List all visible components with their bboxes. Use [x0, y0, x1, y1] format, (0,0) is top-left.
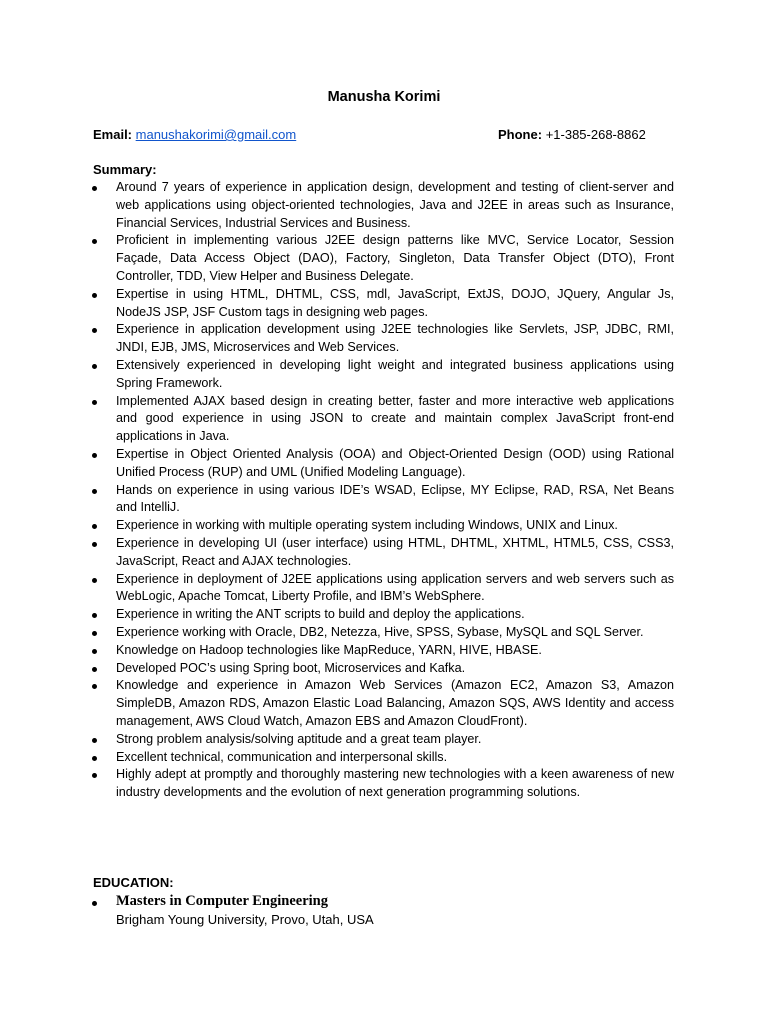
summary-item-text: Highly adept at promptly and thoroughly mastering new technologies with a keen awareness of new industry developments and the evolution of next generation programming solutions. [116, 767, 674, 800]
summary-item [93, 660, 674, 678]
bullet-icon [92, 901, 97, 906]
summary-item-text: Experience in deployment of J2EE applications using application servers and web servers such as WebLogic, Apache Tomcat, Liberty Profile, and IBM’s WebSphere. [116, 571, 674, 604]
bullet-icon [92, 613, 97, 618]
summary-item-text: Experience in writing the ANT scripts to build and deploy the applications. [116, 607, 525, 622]
contact-line [93, 127, 683, 145]
summary-item-text: Knowledge on Hadoop technologies like MapReduce, YARN, HIVE, HBASE. [116, 642, 542, 657]
summary-item [93, 535, 674, 571]
summary-item [93, 482, 674, 518]
summary-item [93, 393, 674, 446]
summary-item-text: Experience in developing UI (user interface) using HTML, DHTML, XHTML, HTML5, CSS, CSS3, JavaScript, React and AJAX technologies. [116, 535, 674, 568]
summary-item-text: Experience in application development using J2EE technologies like Servlets, JSP, JDBC, RMI, JNDI, EJB, JMS, Microservices and Web Services. [116, 322, 674, 355]
summary-item-text: Around 7 years of experience in application design, development and testing of client-server and web applications using object-oriented technologies, Java and J2EE in areas such as Insurance, Financial Services, Industrial Services and Business. [116, 180, 674, 230]
bullet-icon [92, 738, 97, 743]
bullet-icon [92, 667, 97, 672]
bullet-icon [92, 186, 97, 191]
summary-item-text: Extensively experienced in developing light weight and integrated business applications using Spring Framework. [116, 357, 674, 390]
bullet-icon [92, 578, 97, 583]
degree-title: Masters in Computer Engineering [116, 893, 328, 909]
bullet-icon [92, 756, 97, 761]
summary-item [93, 642, 674, 660]
bullet-icon [92, 542, 97, 547]
bullet-icon [92, 453, 97, 458]
summary-item [93, 357, 674, 393]
summary-item [93, 766, 674, 802]
summary-item [93, 749, 674, 767]
summary-item [93, 677, 674, 730]
phone-number: +1-385-268-8862 [545, 127, 646, 142]
summary-item [93, 232, 674, 285]
bullet-icon [92, 364, 97, 369]
summary-item-text: Hands on experience in using various IDE’s WSAD, Eclipse, MY Eclipse, RAD, RSA, Net Beans and IntelliJ. [116, 482, 674, 515]
summary-item [93, 446, 674, 482]
summary-item [93, 179, 674, 232]
school-name: Brigham Young University, Provo, Utah, USA [116, 912, 374, 927]
candidate-name: Manusha Korimi [327, 89, 441, 105]
summary-item [93, 731, 674, 749]
email-link[interactable]: manushakorimi@gmail.com [135, 127, 297, 142]
bullet-icon [92, 684, 97, 689]
bullet-icon [92, 400, 97, 405]
summary-item-text: Developed POC’s using Spring boot, Microservices and Kafka. [116, 660, 466, 675]
email-label: Email: [93, 127, 133, 142]
summary-item-text: Implemented AJAX based design in creating better, faster and more interactive web applications and good experience in using JSON to create and maintain complex JavaScript front-end applications in Java. [116, 393, 674, 444]
education-heading: EDUCATION: [93, 875, 174, 890]
summary-item-text: Expertise in using HTML, DHTML, CSS, mdl, JavaScript, ExtJS, DOJO, JQuery, Angular Js, NodeJS JSP, JSF Custom tags in designing web pages. [116, 286, 674, 319]
summary-item-text: Experience working with Oracle, DB2, Netezza, Hive, SPSS, Sybase, MySQL and SQL Server. [116, 624, 644, 639]
email-block [93, 127, 296, 142]
summary-item [93, 624, 674, 642]
summary-item [93, 321, 674, 357]
bullet-icon [92, 489, 97, 494]
bullet-icon [92, 649, 97, 654]
summary-item-text: Experience in working with multiple operating system including Windows, UNIX and Linux. [116, 518, 618, 533]
summary-item [93, 517, 674, 535]
bullet-icon [92, 293, 97, 298]
summary-heading: Summary: [93, 162, 157, 177]
summary-item-text: Excellent technical, communication and interpersonal skills. [116, 749, 448, 764]
bullet-icon [92, 328, 97, 333]
summary-item-text: Proficient in implementing various J2EE design patterns like MVC, Service Locator, Session Façade, Data Access Object (DAO), Factory, Singleton, Data Transfer Object (DTO), Front Controller, TDD, View Helper and Business Delegate. [116, 233, 674, 283]
phone-label: Phone: [498, 127, 543, 142]
summary-item [93, 571, 674, 607]
bullet-icon [92, 524, 97, 529]
summary-item-text: Strong problem analysis/solving aptitude and a great team player. [116, 731, 482, 746]
summary-item [93, 286, 674, 322]
summary-item-text: Knowledge and experience in Amazon Web Services (Amazon EC2, Amazon S3, Amazon SimpleDB, Amazon RDS, Amazon Elastic Load Balancing, Amazon SQS, AWS Identity and access management, AWS Cloud Watch, Amazon EBS and Amazon CloudFront). [116, 678, 674, 728]
summary-item-text: Expertise in Object Oriented Analysis (OOA) and Object-Oriented Design (OOD) using Rational Unified Process (RUP) and UML (Unified Modeling Language). [116, 446, 674, 479]
phone-block [498, 127, 646, 142]
bullet-icon [92, 239, 97, 244]
summary-item [93, 606, 674, 624]
bullet-icon [92, 773, 97, 778]
bullet-icon [92, 631, 97, 636]
summary-list [93, 179, 674, 802]
